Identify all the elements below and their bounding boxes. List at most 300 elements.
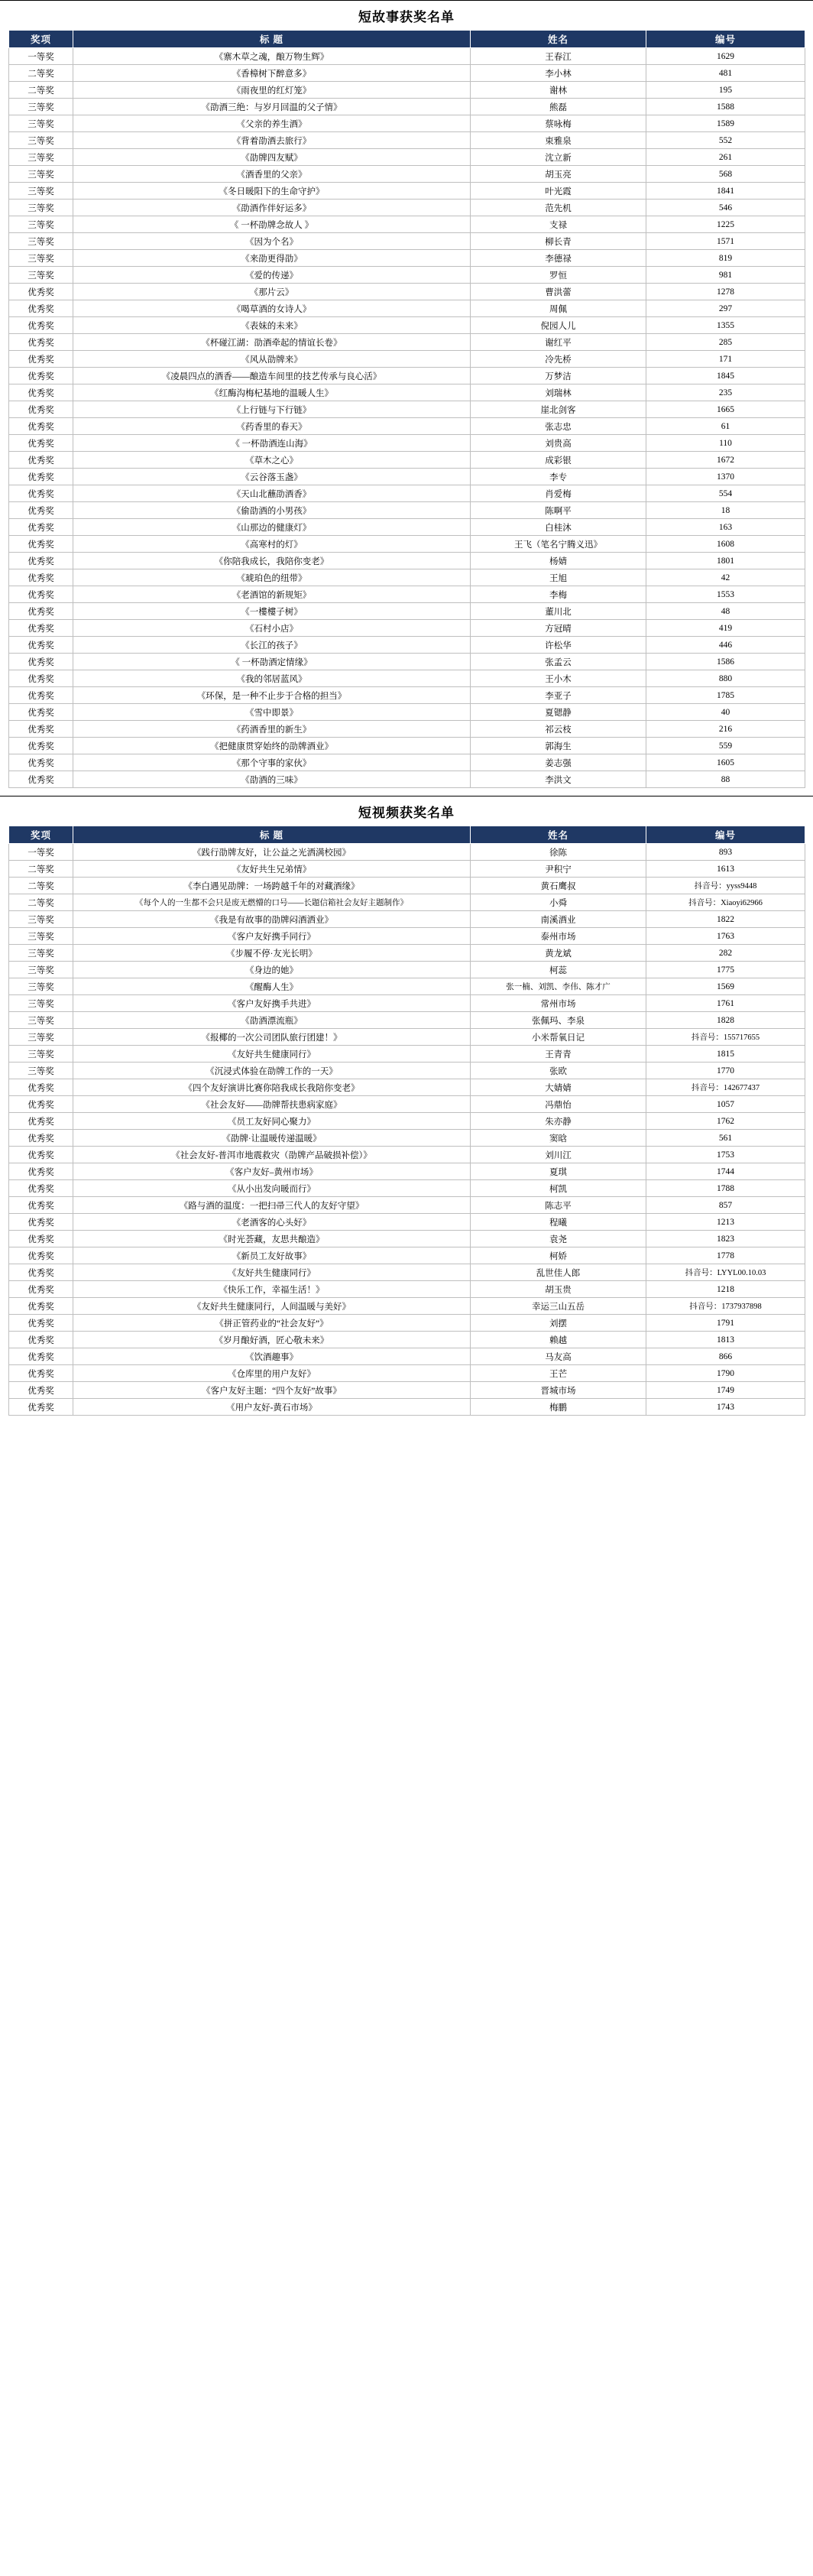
table-row [9,1012,805,1029]
cell-name: 范先机 [471,200,646,216]
cell-name: 夏锶静 [471,704,646,721]
cell-award: 优秀奖 [9,334,73,351]
cell-name: 小米帮氧日记 [471,1029,646,1046]
cell-title: 《凌晨四点的酒香——酿造车间里的技艺传承与良心活》 [73,368,471,384]
cell-award: 优秀奖 [9,384,73,401]
cell-code: 1057 [646,1096,805,1113]
cell-title: 《风从劭牌来》 [73,351,471,368]
cell-name: 李专 [471,469,646,485]
cell-code: 171 [646,351,805,368]
cell-name: 朱亦静 [471,1113,646,1130]
cell-code: 216 [646,721,805,738]
cell-title: 《饮酒趣事》 [73,1348,471,1365]
cell-award: 三等奖 [9,200,73,216]
cell-award: 一等奖 [9,844,73,861]
cell-name: 泰州市场 [471,928,646,945]
cell-code: 18 [646,502,805,519]
cell-code: 1828 [646,1012,805,1029]
cell-title: 《药酒香里的新生》 [73,721,471,738]
cell-code: 1355 [646,317,805,334]
cell-award: 优秀奖 [9,284,73,300]
table-row [9,586,805,603]
col-header-award: 奖项 [9,826,73,844]
col-header-name: 姓名 [471,826,646,844]
cell-code: 481 [646,65,805,82]
cell-code: 880 [646,670,805,687]
cell-code: 261 [646,149,805,166]
cell-title: 《 一杯劭牌念故人 》 [73,216,471,233]
cell-title: 《雨夜里的红灯笼》 [73,82,471,99]
cell-code: 1785 [646,687,805,704]
table-row [9,721,805,738]
cell-award: 三等奖 [9,267,73,284]
cell-name: 常州市场 [471,995,646,1012]
cell-code: 1370 [646,469,805,485]
cell-award: 三等奖 [9,995,73,1012]
cell-name: 黄龙斌 [471,945,646,962]
table-row [9,1163,805,1180]
cell-title: 《四个友好演讲比赛你陪我成长我陪你变老》 [73,1079,471,1096]
cell-title: 《时光荟藏，友思共酿造》 [73,1231,471,1247]
cell-name: 沈立新 [471,149,646,166]
cell-award: 优秀奖 [9,603,73,620]
table-row [9,1231,805,1247]
cell-name: 程曦 [471,1214,646,1231]
cell-award: 三等奖 [9,115,73,132]
cell-code: 1225 [646,216,805,233]
cell-award: 优秀奖 [9,1382,73,1399]
table-row [9,183,805,200]
cell-name: 南溪酒业 [471,911,646,928]
cell-award: 优秀奖 [9,771,73,788]
cell-award: 三等奖 [9,1046,73,1063]
cell-title: 《身边的她》 [73,962,471,978]
cell-award: 三等奖 [9,250,73,267]
col-header-title: 标 题 [73,826,471,844]
cell-name: 梅鹏 [471,1399,646,1416]
cell-title: 《喝草酒的女诗人》 [73,300,471,317]
cell-name: 郭海生 [471,738,646,754]
cell-award: 优秀奖 [9,1332,73,1348]
cell-code: 1815 [646,1046,805,1063]
cell-award: 优秀奖 [9,452,73,469]
cell-award: 优秀奖 [9,704,73,721]
cell-title: 《客户友好–黄州市场》 [73,1163,471,1180]
cell-award: 优秀奖 [9,368,73,384]
cell-code: 554 [646,485,805,502]
cell-title: 《长江的孩子》 [73,637,471,654]
cell-award: 三等奖 [9,99,73,115]
cell-title: 《拼正管药业的“社会友好”》 [73,1315,471,1332]
cell-title: 《酒香里的父亲》 [73,166,471,183]
cell-name: 王芒 [471,1365,646,1382]
cell-award: 优秀奖 [9,502,73,519]
table-row [9,1281,805,1298]
cell-award: 优秀奖 [9,754,73,771]
cell-code: 1813 [646,1332,805,1348]
cell-award: 三等奖 [9,1012,73,1029]
cell-name: 陈啊平 [471,502,646,519]
cell-code: 1763 [646,928,805,945]
table-row [9,48,805,65]
cell-name: 晋城市场 [471,1382,646,1399]
cell-name: 祁云枝 [471,721,646,738]
cell-code: 1822 [646,911,805,928]
table-row [9,553,805,569]
section-gap [0,788,813,796]
cell-code: 981 [646,267,805,284]
table-row [9,738,805,754]
cell-title: 《劭酒三绝：与岁月回温的父子情》 [73,99,471,115]
cell-code: 1553 [646,586,805,603]
cell-code: 1218 [646,1281,805,1298]
cell-name: 罗恒 [471,267,646,284]
cell-award: 三等奖 [9,962,73,978]
cell-code: 1790 [646,1365,805,1382]
cell-name: 赖越 [471,1332,646,1348]
cell-title: 《友好共生健康同行，人间温暖与美好》 [73,1298,471,1315]
cell-title: 《红酶沟梅杞基地的温暖人生》 [73,384,471,401]
cell-code: 1801 [646,553,805,569]
table-row [9,300,805,317]
cell-code: 282 [646,945,805,962]
table-row [9,878,805,894]
cell-code: 110 [646,435,805,452]
table-row [9,233,805,250]
cell-name: 谢红平 [471,334,646,351]
cell-award: 优秀奖 [9,1348,73,1365]
table-row [9,1130,805,1147]
table-row [9,569,805,586]
cell-award: 三等奖 [9,166,73,183]
table-row [9,132,805,149]
cell-code: 446 [646,637,805,654]
table-row [9,1264,805,1281]
table-row [9,166,805,183]
cell-name: 窦晗 [471,1130,646,1147]
table-row [9,384,805,401]
cell-award: 优秀奖 [9,1298,73,1315]
cell-award: 三等奖 [9,911,73,928]
cell-award: 优秀奖 [9,738,73,754]
cell-award: 优秀奖 [9,670,73,687]
cell-award: 优秀奖 [9,1365,73,1382]
section-title-short-story: 短故事获奖名单 [358,10,455,24]
cell-title: 《上行链与下行链》 [73,401,471,418]
cell-award: 二等奖 [9,82,73,99]
cell-name: 王旭 [471,569,646,586]
cell-title: 《快乐工作，幸福生活！》 [73,1281,471,1298]
cell-award: 优秀奖 [9,1197,73,1214]
cell-code: 48 [646,603,805,620]
cell-title: 《仓库里的用户友好》 [73,1365,471,1382]
cell-award: 优秀奖 [9,401,73,418]
cell-code: 1571 [646,233,805,250]
table-row [9,1180,805,1197]
table-row [9,1332,805,1348]
cell-code: 1589 [646,115,805,132]
cell-name: 袁尧 [471,1231,646,1247]
cell-name: 柯娇 [471,1247,646,1264]
table-row [9,670,805,687]
cell-code: 1743 [646,1399,805,1416]
cell-title: 《冬日暖阳下的生命守护》 [73,183,471,200]
table-row [9,82,805,99]
cell-code: 559 [646,738,805,754]
table-row [9,1298,805,1315]
table-row [9,267,805,284]
cell-award: 优秀奖 [9,1399,73,1416]
cell-code: 1762 [646,1113,805,1130]
cell-title: 《那片云》 [73,284,471,300]
cell-title: 《山那边的健康灯》 [73,519,471,536]
cell-name: 胡玉亮 [471,166,646,183]
table-row [9,1029,805,1046]
cell-code: 893 [646,844,805,861]
cell-award: 优秀奖 [9,1231,73,1247]
cell-code: 568 [646,166,805,183]
cell-title: 《 一杯劭酒连山海》 [73,435,471,452]
cell-name: 幸运三山五岳 [471,1298,646,1315]
cell-code: 1586 [646,654,805,670]
cell-title: 《表妹的未来》 [73,317,471,334]
table-row [9,519,805,536]
cell-title: 《从小出发向暖而行》 [73,1180,471,1197]
cell-title: 《我是有故事的劭牌闷酒洒业》 [73,911,471,928]
cell-award: 优秀奖 [9,1163,73,1180]
col-header-code: 编号 [646,826,805,844]
table-row [9,368,805,384]
cell-code: 1775 [646,962,805,978]
cell-name: 乱世佳人郎 [471,1264,646,1281]
cell-award: 优秀奖 [9,1130,73,1147]
cell-name: 小舜 [471,894,646,911]
cell-name: 柯蕊 [471,962,646,978]
cell-name: 刘川江 [471,1147,646,1163]
cell-code: 抖音号：LYYL00.10.03 [646,1264,805,1281]
cell-name: 柯凯 [471,1180,646,1197]
cell-name: 王青青 [471,1046,646,1063]
cell-award: 优秀奖 [9,536,73,553]
cell-title: 《客户友好主题：“四个友好”故事》 [73,1382,471,1399]
table-row [9,401,805,418]
cell-title: 《客户友好携手共进》 [73,995,471,1012]
cell-title: 《劭酒作伴好运多》 [73,200,471,216]
table-row [9,1113,805,1130]
cell-award: 三等奖 [9,928,73,945]
table-row [9,115,805,132]
cell-title: 《新员工友好故事》 [73,1247,471,1264]
cell-code: 抖音号：142677437 [646,1079,805,1096]
cell-code: 抖音号：1737937898 [646,1298,805,1315]
cell-title: 《践行劭牌友好，让公益之光洒满校园》 [73,844,471,861]
cell-code: 1569 [646,978,805,995]
cell-award: 优秀奖 [9,469,73,485]
cell-title: 《员工友好同心聚力》 [73,1113,471,1130]
cell-code: 1629 [646,48,805,65]
cell-name: 冯鼎怡 [471,1096,646,1113]
cell-title: 《高寒村的灯》 [73,536,471,553]
table-row [9,502,805,519]
cell-award: 优秀奖 [9,1264,73,1281]
table-row [9,637,805,654]
cell-name: 胡玉贵 [471,1281,646,1298]
cell-award: 优秀奖 [9,569,73,586]
table-row [9,844,805,861]
cell-code: 1278 [646,284,805,300]
table-row [9,928,805,945]
cell-name: 支禄 [471,216,646,233]
cell-title: 《药香里的春天》 [73,418,471,435]
cell-title: 《草木之心》 [73,452,471,469]
cell-title: 《把健康贯穿始终的劭牌酒业》 [73,738,471,754]
table-row [9,1247,805,1264]
cell-award: 三等奖 [9,1029,73,1046]
cell-name: 肖爱梅 [471,485,646,502]
cell-title: 《社会友好——劭牌帮扶患病家庭》 [73,1096,471,1113]
cell-name: 熊磊 [471,99,646,115]
cell-name: 万梦洁 [471,368,646,384]
cell-title: 《 一杯劭酒定情缘》 [73,654,471,670]
table-header-row [9,826,805,844]
cell-name: 董川北 [471,603,646,620]
table-row [9,1063,805,1079]
table-row [9,894,805,911]
cell-code: 1778 [646,1247,805,1264]
cell-code: 1665 [646,401,805,418]
cell-code: 抖音号：Xiaoyi62966 [646,894,805,911]
cell-title: 《父亲的养生酒》 [73,115,471,132]
cell-title: 《因为个名》 [73,233,471,250]
cell-title: 《你陪我成长，我陪你变老》 [73,553,471,569]
table-row [9,418,805,435]
table-row [9,911,805,928]
cell-name: 许松华 [471,637,646,654]
cell-name: 王小木 [471,670,646,687]
cell-award: 优秀奖 [9,1096,73,1113]
cell-code: 40 [646,704,805,721]
table-short-video [8,826,805,1416]
cell-award: 优秀奖 [9,1315,73,1332]
cell-award: 优秀奖 [9,721,73,738]
cell-award: 三等奖 [9,183,73,200]
table-row [9,1197,805,1214]
cell-title: 《步履不停·友光长明》 [73,945,471,962]
cell-award: 二等奖 [9,65,73,82]
cell-name: 蔡咏梅 [471,115,646,132]
cell-name: 白桂沐 [471,519,646,536]
cell-award: 二等奖 [9,861,73,878]
cell-title: 《香樟树下醉意多》 [73,65,471,82]
cell-name: 李德禄 [471,250,646,267]
cell-name: 徐陈 [471,844,646,861]
cell-code: 1749 [646,1382,805,1399]
table-row [9,351,805,368]
table-row [9,687,805,704]
cell-code: 561 [646,1130,805,1147]
cell-title: 《环保，是一种不止步于合格的担当》 [73,687,471,704]
cell-title: 《天山北蘸劭酒香》 [73,485,471,502]
cell-title: 《劭酒漂流瓶》 [73,1012,471,1029]
cell-award: 三等奖 [9,945,73,962]
cell-code: 1672 [646,452,805,469]
cell-title: 《岁月酿好酒，匠心敬未来》 [73,1332,471,1348]
cell-name: 黄石鹰叔 [471,878,646,894]
table-row [9,861,805,878]
table-row [9,317,805,334]
cell-code: 857 [646,1197,805,1214]
cell-title: 《沉浸式体验在劭牌工作的一天》 [73,1063,471,1079]
cell-name: 柳长青 [471,233,646,250]
cell-name: 杨婧 [471,553,646,569]
cell-award: 优秀奖 [9,1214,73,1231]
table-row [9,216,805,233]
cell-title: 《友好共生健康同行》 [73,1046,471,1063]
cell-award: 三等奖 [9,216,73,233]
cell-name: 张佩玛、李泉 [471,1012,646,1029]
cell-title: 《李白遇见劭牌：一场跨越千年的对藏酒缘》 [73,878,471,894]
cell-title: 《劭牌四友赋》 [73,149,471,166]
cell-code: 1791 [646,1315,805,1332]
cell-award: 优秀奖 [9,654,73,670]
cell-name: 张孟云 [471,654,646,670]
cell-code: 235 [646,384,805,401]
cell-name: 张一楠、刘凯、李伟、陈才广 [471,978,646,995]
table-row [9,1046,805,1063]
cell-award: 二等奖 [9,894,73,911]
cell-name: 倪园人儿 [471,317,646,334]
cell-award: 优秀奖 [9,317,73,334]
cell-title: 《客户友好携手同行》 [73,928,471,945]
cell-code: 1605 [646,754,805,771]
cell-title: 《那个守事的家伙》 [73,754,471,771]
cell-name: 刘摆 [471,1315,646,1332]
cell-award: 优秀奖 [9,435,73,452]
cell-name: 李洪文 [471,771,646,788]
cell-award: 优秀奖 [9,586,73,603]
cell-award: 优秀奖 [9,1180,73,1197]
cell-award: 优秀奖 [9,1079,73,1096]
cell-name: 张欧 [471,1063,646,1079]
table-row [9,1365,805,1382]
cell-code: 88 [646,771,805,788]
cell-code: 1770 [646,1063,805,1079]
table-row [9,435,805,452]
table-short-story [8,30,805,788]
cell-code: 1753 [646,1147,805,1163]
cell-name: 方冠晴 [471,620,646,637]
table-row [9,995,805,1012]
cell-award: 一等奖 [9,48,73,65]
cell-title: 《云谷落玉盏》 [73,469,471,485]
cell-award: 三等奖 [9,1063,73,1079]
cell-title: 《偷劭酒的小男孩》 [73,502,471,519]
table-row [9,620,805,637]
cell-code: 1613 [646,861,805,878]
cell-name: 马友高 [471,1348,646,1365]
cell-code: 195 [646,82,805,99]
cell-name: 冷先桥 [471,351,646,368]
cell-code: 抖音号：155717655 [646,1029,805,1046]
cell-title: 《每个人的一生都不会只是废无燃懵的口号——长題信箱社会友好主题制作》 [73,894,471,911]
col-header-name: 姓名 [471,31,646,48]
table-row [9,1399,805,1416]
cell-code: 285 [646,334,805,351]
cell-title: 《琥珀色的纽带》 [73,569,471,586]
cell-award: 优秀奖 [9,351,73,368]
cell-title: 《老酒馆的新规矩》 [73,586,471,603]
cell-code: 297 [646,300,805,317]
